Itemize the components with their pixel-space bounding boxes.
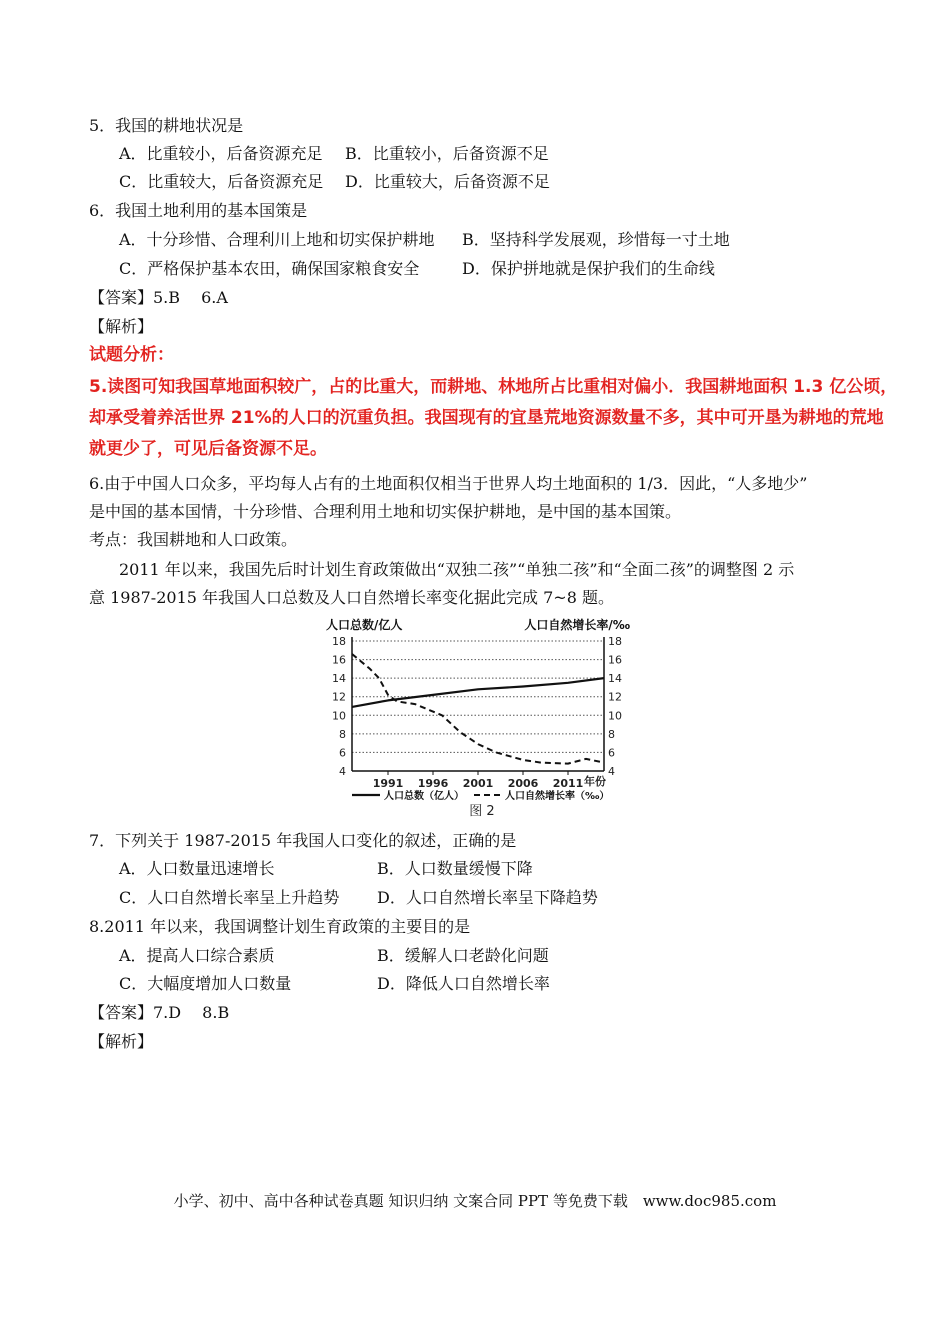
page-footer: 小学、初中、高中各种试卷真题 知识归纳 文案合同 PPT 等免费下载 www.doc985.com <box>173 1192 777 1210</box>
right-axis-title: 人口自然增长率/‰ <box>524 618 630 632</box>
x-tick-label: 2011 <box>552 777 584 790</box>
q8-option-a: A．提高人口综合素质 <box>119 946 275 965</box>
q8-option-d: D．降低人口自然增长率 <box>377 974 550 993</box>
x-tick-label: 1996 <box>417 777 449 790</box>
q7-option-b: B．人口数量缓慢下降 <box>377 859 533 878</box>
population-total-line <box>352 678 604 707</box>
question-7-stem: 7．下列关于 1987-2015 年我国人口变化的叙述，正确的是 <box>89 831 517 850</box>
question-6-stem: 6．我国土地利用的基本国策是 <box>89 201 308 220</box>
left-tick-label: 16 <box>332 653 346 667</box>
right-tick-label: 12 <box>608 690 622 704</box>
analysis-red-title: 试题分析： <box>89 345 174 365</box>
chart-grid <box>352 641 604 752</box>
answer-5-6: 【答案】5.B 6.A <box>89 288 228 307</box>
growth-rate-line <box>352 654 604 764</box>
left-axis-title: 人口总数/亿人 <box>326 618 403 632</box>
kaodian-note: 考点：我国耕地和人口政策。 <box>89 530 298 549</box>
intro-line-1: 2011 年以来，我国先后时计划生育政策做出“双独二孩”“单独二孩”和“全面二孩”的调整图 2 示 <box>119 560 795 579</box>
right-tick-label: 14 <box>608 672 622 686</box>
population-chart <box>324 614 634 820</box>
question-5-stem: 5．我国的耕地状况是 <box>89 116 244 135</box>
left-tick-label: 18 <box>332 635 346 648</box>
chart-series <box>352 654 604 764</box>
right-tick-label: 8 <box>608 727 615 741</box>
q8-option-b: B．缓解人口老龄化问题 <box>377 946 549 965</box>
explain-6-line-2: 是中国的基本国情，十分珍惜、合理利用土地和切实保护耕地，是中国的基本国策。 <box>89 502 682 521</box>
x-tick-label: 2001 <box>462 777 494 790</box>
analysis-red-line-2: 却承受着养活世界 21%的人口的沉重负担。我国现有的宜垦荒地资源数量不多，其中可开垦为耕地的荒地 <box>89 408 884 428</box>
q6-option-a: A．十分珍惜、合理利川上地和切实保护耕地 <box>119 230 435 249</box>
left-tick-label: 12 <box>332 690 346 704</box>
legend-total-label: 人口总数（亿人） <box>384 791 464 802</box>
q5-option-a: A．比重较小，后备资源充足 <box>119 144 323 163</box>
right-tick-label: 18 <box>608 635 622 648</box>
q7-option-d: D．人口自然增长率呈下降趋势 <box>377 888 598 907</box>
analysis-red-line-3: 就更少了，可见后备资源不足。 <box>89 439 327 459</box>
q5-option-d: D．比重较大，后备资源不足 <box>345 172 550 191</box>
left-tick-label: 14 <box>332 672 346 686</box>
left-tick-label: 8 <box>339 727 346 741</box>
chart-labels <box>326 617 630 819</box>
intro-line-2: 意 1987-2015 年我国人口总数及人口自然增长率变化据此完成 7~8 题。 <box>89 588 614 607</box>
q5-option-c: C．比重较大，后备资源充足 <box>119 172 324 191</box>
q5-option-b: B．比重较小，后备资源不足 <box>345 144 549 163</box>
right-tick-label: 16 <box>608 653 622 667</box>
right-tick-label: 6 <box>608 746 615 760</box>
legend-rate-label: 人口自然增长率（‰） <box>505 791 610 802</box>
right-tick-label: 4 <box>608 765 615 778</box>
chart-axes <box>352 637 604 775</box>
q6-option-c: C．严格保护基本农田，确保国家粮食安全 <box>119 259 420 278</box>
analysis-heading-2: 【解析】 <box>89 1032 154 1051</box>
x-axis-label: 年份 <box>584 775 606 788</box>
left-tick-label: 10 <box>332 709 346 723</box>
x-tick-label: 1991 <box>372 777 404 790</box>
answer-7-8: 【答案】7.D 8.B <box>89 1003 230 1022</box>
q7-option-a: A．人口数量迅速增长 <box>119 859 275 878</box>
left-tick-label: 6 <box>339 746 346 760</box>
analysis-heading-1: 【解析】 <box>89 317 154 336</box>
q6-option-b: B．坚持科学发展观，珍惜每一寸土地 <box>462 230 730 249</box>
explain-6-line-1: 6.由于中国人口众多，平均每人占有的土地面积仅相当于世界人均土地面积的 1/3．因此，“人多地少” <box>89 474 808 493</box>
q7-option-c: C．人口自然增长率呈上升趋势 <box>119 888 340 907</box>
q6-option-d: D．保护拼地就是保护我们的生命线 <box>462 259 715 278</box>
analysis-red-line-1: 5.读图可知我国草地面积较广，占的比重大，而耕地、林地所占比重相对偏小．我国耕地面积 1.3 亿公顷， <box>89 377 898 397</box>
q8-option-c: C．大幅度增加人口数量 <box>119 974 292 993</box>
x-tick-label: 2006 <box>507 777 539 790</box>
figure-caption: 图 2 <box>469 804 495 819</box>
right-tick-label: 10 <box>608 709 622 723</box>
question-8-stem: 8.2011 年以来，我国调整计划生育政策的主要目的是 <box>89 917 471 936</box>
left-tick-label: 4 <box>339 765 346 778</box>
